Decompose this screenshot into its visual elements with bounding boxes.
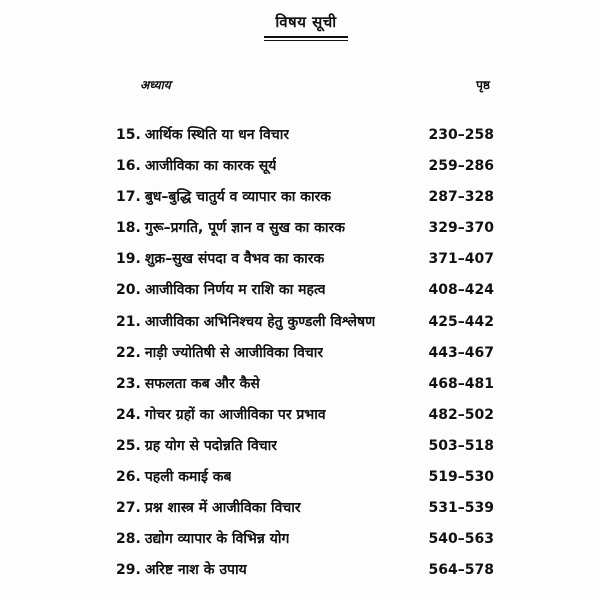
chapter-pages: 482–502: [428, 406, 494, 423]
chapter-header: अध्याय: [140, 78, 171, 92]
chapter-pages: 503–518: [428, 437, 494, 454]
chapter-title: पहली कमाई कब: [144, 469, 232, 486]
chapter-pages: 371–407: [428, 251, 494, 268]
toc-row: [116, 342, 494, 373]
chapter-entry: [116, 373, 260, 395]
toc-row: [116, 466, 494, 497]
page-title: विषय सूची: [275, 13, 337, 31]
chapter-title: गोचर ग्रहों का आजीविका पर प्रभाव: [144, 406, 326, 423]
chapter-entry: [116, 155, 276, 177]
toc-row: [116, 217, 494, 248]
chapter-pages: 443–467: [428, 344, 494, 361]
chapter-number: 23.: [116, 375, 141, 392]
chapter-pages: 287–328: [428, 189, 494, 206]
chapter-entry: [116, 342, 323, 364]
chapter-title: नाड़ी ज्योतिषी से आजीविका विचार: [144, 344, 324, 361]
chapter-pages: 540–563: [428, 531, 494, 548]
chapter-entry: [116, 528, 289, 550]
chapter-entry: [116, 497, 301, 519]
chapter-number: 27.: [116, 500, 141, 517]
chapter-pages: 425–442: [428, 313, 494, 330]
chapter-pages: 531–539: [428, 500, 494, 517]
chapter-number: 17.: [116, 189, 141, 206]
chapter-entry: [116, 217, 345, 239]
chapter-entry: [116, 311, 375, 333]
chapter-entry: [116, 248, 324, 270]
chapter-number: 28.: [116, 531, 141, 548]
chapter-number: 15.: [116, 127, 141, 143]
toc-row: [116, 497, 494, 528]
chapter-number: 22.: [116, 344, 141, 361]
chapter-entry: [116, 466, 231, 488]
chapter-number: 21.: [116, 313, 141, 330]
chapter-number: 18.: [116, 220, 141, 237]
toc-header-row: [140, 76, 490, 96]
chapter-title: शुक्र–सुख संपदा व वैभव का कारक: [144, 251, 325, 268]
chapter-entry: [116, 404, 326, 426]
chapter-entry: [116, 559, 247, 581]
chapter-number: 19.: [116, 251, 141, 268]
toc-list: [116, 124, 494, 590]
chapter-title: उद्योग व्यापार के विभिन्न योग: [144, 531, 290, 548]
chapter-entry: [116, 279, 325, 301]
chapter-pages: 259–286: [428, 158, 494, 175]
toc-row: [116, 559, 494, 590]
toc-row: [116, 373, 494, 404]
chapter-entry: [116, 124, 289, 146]
chapter-pages: 230–258: [428, 127, 494, 143]
page-header: पृष्ठ: [476, 78, 490, 92]
toc-row: [116, 124, 494, 155]
chapter-title: बुध–बुद्धि चातुर्य व व्यापार का कारक: [144, 189, 332, 206]
chapter-title: ग्रह योग से पदोन्नति विचार: [144, 437, 277, 454]
toc-row: [116, 155, 494, 186]
chapter-number: 26.: [116, 469, 141, 486]
chapter-title: अरिष्ट नाश के उपाय: [144, 562, 247, 579]
chapter-title: सफलता कब और कैसे: [144, 375, 260, 392]
chapter-title: आर्थिक स्थिति या धन विचार: [144, 127, 290, 143]
toc-row: [116, 404, 494, 435]
chapter-number: 20.: [116, 282, 141, 299]
chapter-title: आजीविका निर्णय म राशि का महत्व: [144, 282, 326, 299]
chapter-title: प्रश्न शास्त्र में आजीविका विचार: [144, 500, 301, 517]
chapter-entry: [116, 186, 331, 208]
chapter-title: आजीविका का कारक सूर्य: [144, 158, 277, 175]
chapter-title: गुरू–प्रगति, पूर्ण ज्ञान व सुख का कारक: [144, 220, 345, 237]
title-underline: [264, 10, 348, 38]
chapter-pages: 408–424: [428, 282, 494, 299]
chapter-pages: 519–530: [428, 469, 494, 486]
chapter-number: 29.: [116, 562, 141, 579]
toc-row: [116, 435, 494, 466]
chapter-number: 24.: [116, 406, 141, 423]
toc-row: [116, 248, 494, 279]
toc-row: [116, 311, 494, 342]
toc-row: [116, 186, 494, 217]
chapter-pages: 468–481: [428, 375, 494, 392]
chapter-entry: [116, 435, 277, 457]
chapter-title: आजीविका अभिनिश्चय हेतु कुण्डली विश्लेषण: [144, 313, 376, 330]
chapter-pages: 329–370: [428, 220, 494, 237]
chapter-number: 16.: [116, 158, 141, 175]
chapter-pages: 564–578: [428, 562, 494, 579]
toc-row: [116, 279, 494, 310]
toc-row: [116, 528, 494, 559]
chapter-number: 25.: [116, 437, 141, 454]
